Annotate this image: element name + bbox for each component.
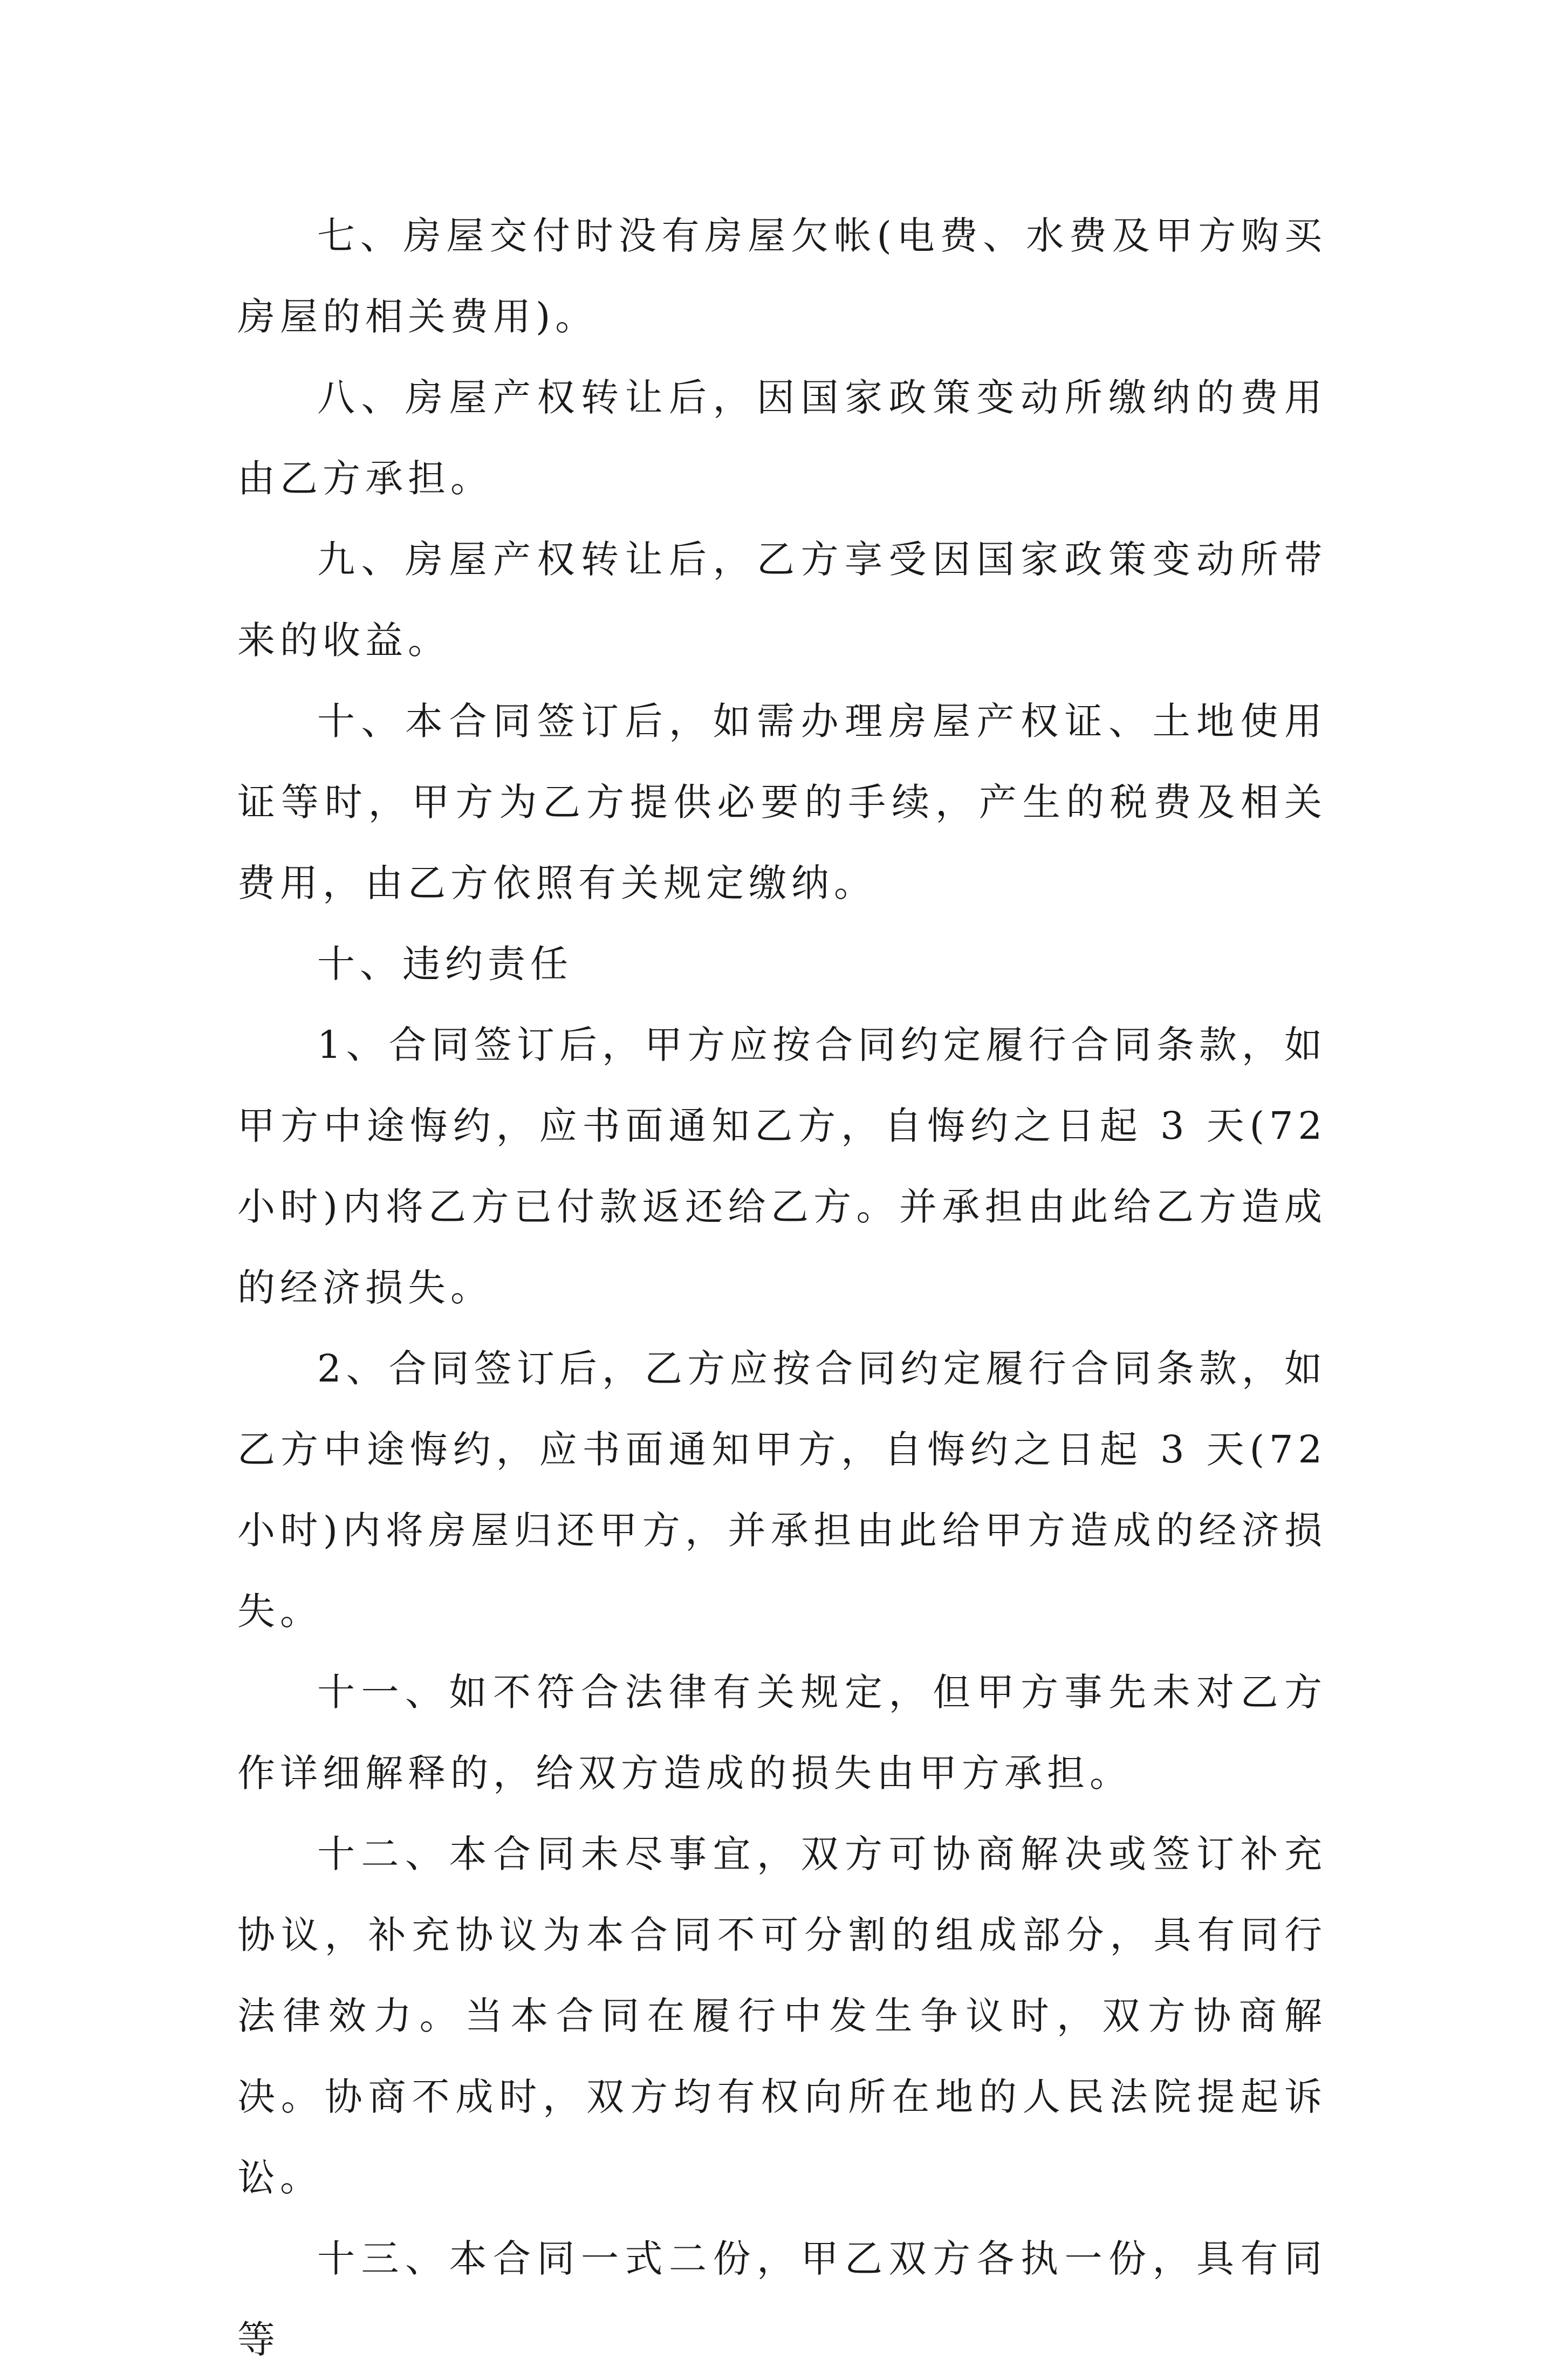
clause-8: 八、房屋产权转让后，因国家政策变动所缴纳的费用由乙方承担。 bbox=[237, 375, 1327, 501]
section-heading-breach: 十、违约责任 bbox=[317, 942, 573, 986]
clause-7: 七、房屋交付时没有房屋欠帐(电费、水费及甲方购买房屋的相关费用)。 bbox=[237, 214, 1327, 339]
clause-10: 十、本合同签订后，如需办理房屋产权证、土地使用证等时，甲方为乙方提供必要的手续，产生的税费及相关费用，由乙方依照有关规定缴纳。 bbox=[237, 699, 1327, 905]
document-body bbox=[237, 195, 1327, 2380]
clause-11: 十一、如不符合法律有关规定，但甲方事先未对乙方作详细解释的，给双方造成的损失由甲方承担。 bbox=[237, 1670, 1327, 1795]
clause-9: 九、房屋产权转让后，乙方享受因国家政策变动所带来的收益。 bbox=[237, 537, 1327, 662]
breach-item-2: 2、合同签订后，乙方应按合同约定履行合同条款，如乙方中途悔约，应书面通知甲方，自悔约之日起 3 天(72 小时)内将房屋归还甲方，并承担由此给甲方造成的经济损失。 bbox=[237, 1346, 1327, 1633]
clause-12: 十二、本合同未尽事宜，双方可协商解决或签订补充协议，补充协议为本合同不可分割的组成部分，具有同行法律效力。当本合同在履行中发生争议时，双方协商解决。协商不成时，双方均有权向所在地的人民法院提起诉讼。 bbox=[237, 1832, 1327, 2200]
breach-item-1: 1、合同签订后，甲方应按合同约定履行合同条款，如甲方中途悔约，应书面通知乙方，自悔约之日起 3 天(72 小时)内将乙方已付款返还给乙方。并承担由此给乙方造成的经济损失。 bbox=[237, 1023, 1327, 1310]
clause-13: 十三、本合同一式二份，甲乙双方各执一份，具有同等 bbox=[237, 2237, 1327, 2362]
